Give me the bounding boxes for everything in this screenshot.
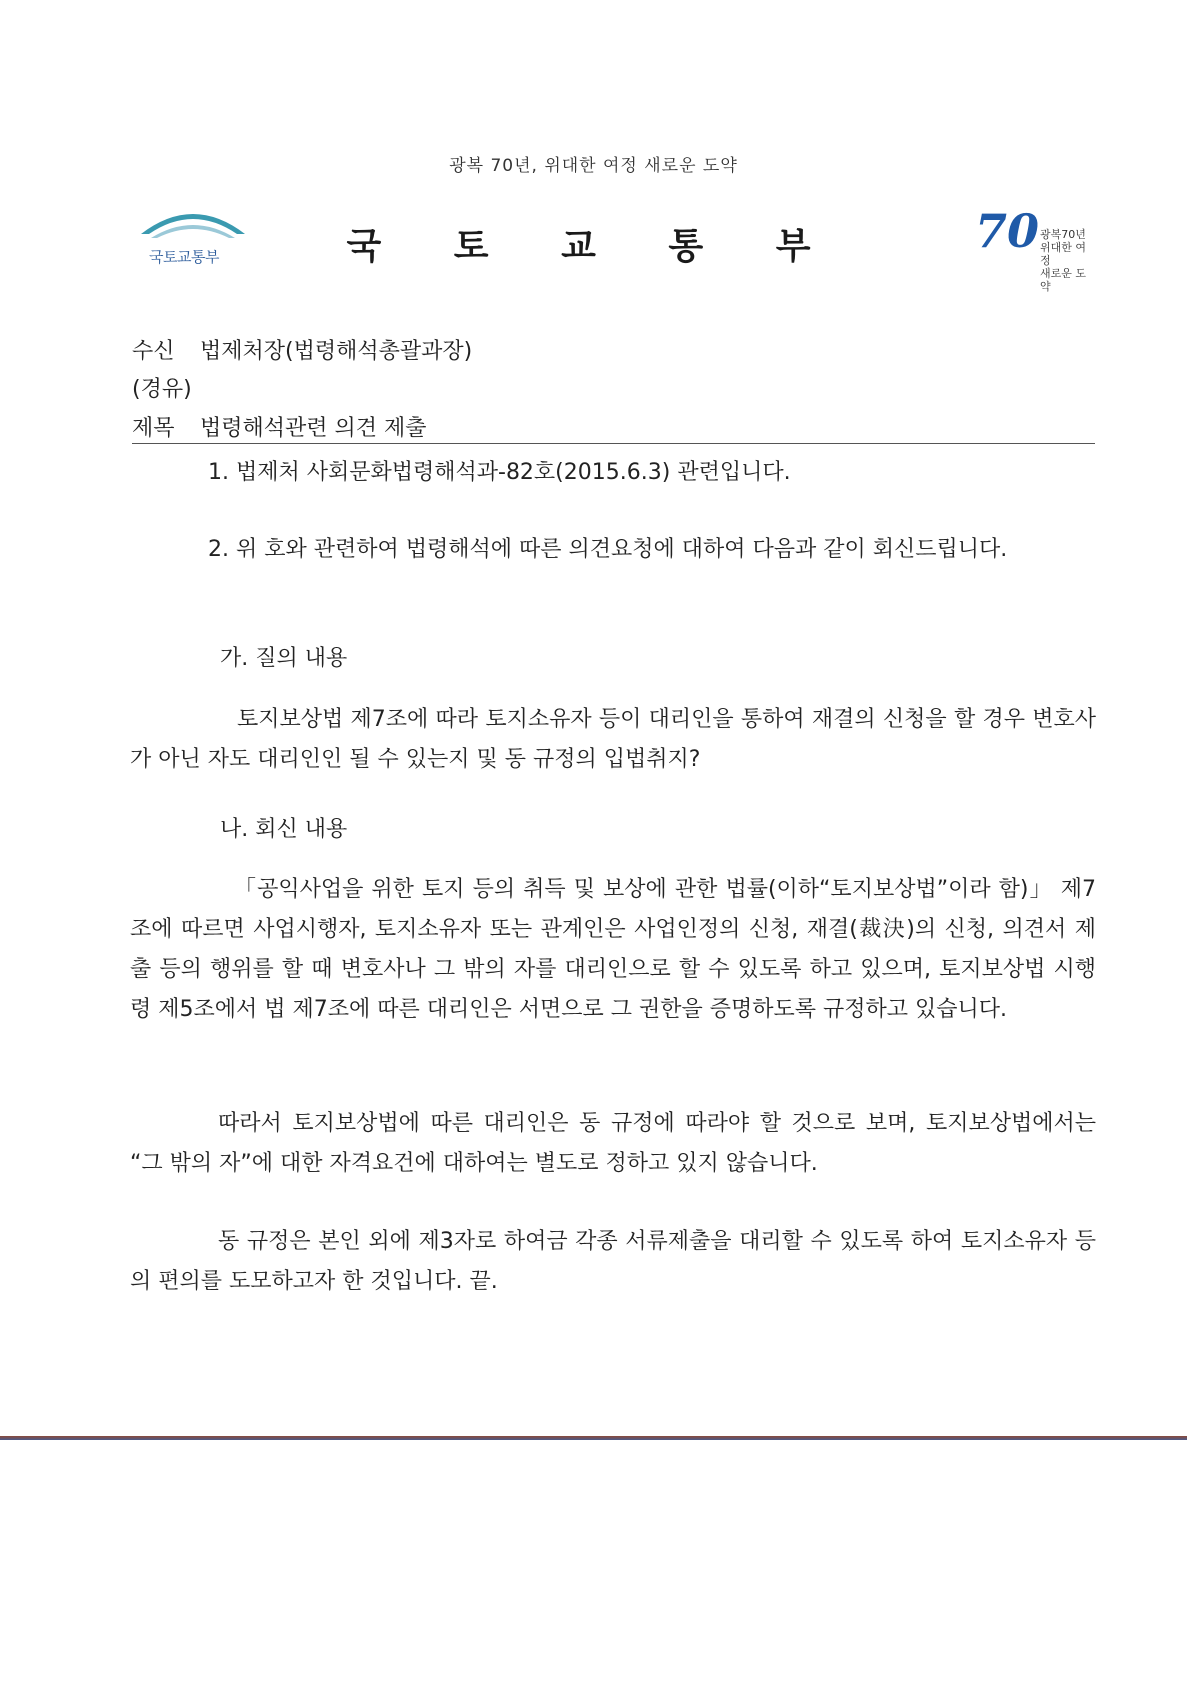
- via-row: (경유): [132, 377, 192, 402]
- emblem-line: 위대한 여정: [1040, 241, 1087, 267]
- paragraph-intro: 2. 위 호와 관련하여 법령해석에 따른 의견요청에 대하여 다음과 같이 회신드립니다.: [208, 537, 1008, 562]
- subject-row: [132, 411, 427, 442]
- header-divider: [132, 443, 1095, 444]
- reply-text-3: 동 규정은 본인 외에 제3자로 하여금 각종 서류제출을 대리할 수 있도록 하여 토지소유자 등의 편의를 도모하고자 한 것입니다. 끝.: [130, 1229, 1096, 1294]
- emblem-line: 광복70년: [1040, 228, 1086, 241]
- emblem-number: 70: [975, 204, 1040, 258]
- footer-divider: [0, 1436, 1187, 1440]
- slogan: 광복 70년, 위대한 여정 새로운 도약: [449, 156, 738, 176]
- recipient-value: 법제처장(법령해석총괄과장): [200, 339, 473, 364]
- reply-text: 「공익사업을 위한 토지 등의 취득 및 보상에 관한 법률(이하“토지보상법”이라 함)」 제7조에 따르면 사업시행자, 토지소유자 또는 관계인은 사업인정의 신청, 재결(裁決)의 신청, 의견서 제출 등의 행위를 할 때 변호사나 그 밖의 자를 대리인으로 할 수 있도록 하고 있으며, 토지보상법 시행령 제5조에서 법 제7조에 따른 대리인은 서면으로 그 권한을 증명하도록 규정하고 있습니다.: [130, 877, 1096, 1022]
- liberation-70-emblem: [975, 204, 1095, 293]
- organization-title: 국 토 교 통 부: [346, 226, 841, 267]
- subject-label: 제목: [132, 416, 175, 441]
- subject-value: 법령해석관련 의견 제출: [200, 416, 427, 441]
- inquiry-text: 토지보상법 제7조에 따라 토지소유자 등이 대리인을 통하여 재결의 신청을 할 경우 변호사가 아닌 자도 대리인인 될 수 있는지 및 동 규정의 입법취지?: [130, 707, 1096, 772]
- section-heading-reply: 나. 회신 내용: [220, 817, 348, 842]
- emblem-caption: [1040, 228, 1095, 293]
- section-heading-inquiry: 가. 질의 내용: [220, 646, 348, 671]
- paragraph-reference: 1. 법제처 사회문화법령해석과-82호(2015.6.3) 관련입니다.: [208, 460, 791, 485]
- recipient-row: [132, 334, 472, 365]
- ministry-logo-text: 국토교통부: [149, 248, 219, 266]
- emblem-line: 새로운 도약: [1040, 267, 1087, 293]
- recipient-label: 수신: [132, 339, 175, 364]
- reply-text-2: 따라서 토지보상법에 따른 대리인은 동 규정에 따라야 할 것으로 보며, 토지보상법에서는 “그 밖의 자”에 대한 자격요건에 대하여는 별도로 정하고 있지 않습니다.: [130, 1111, 1096, 1176]
